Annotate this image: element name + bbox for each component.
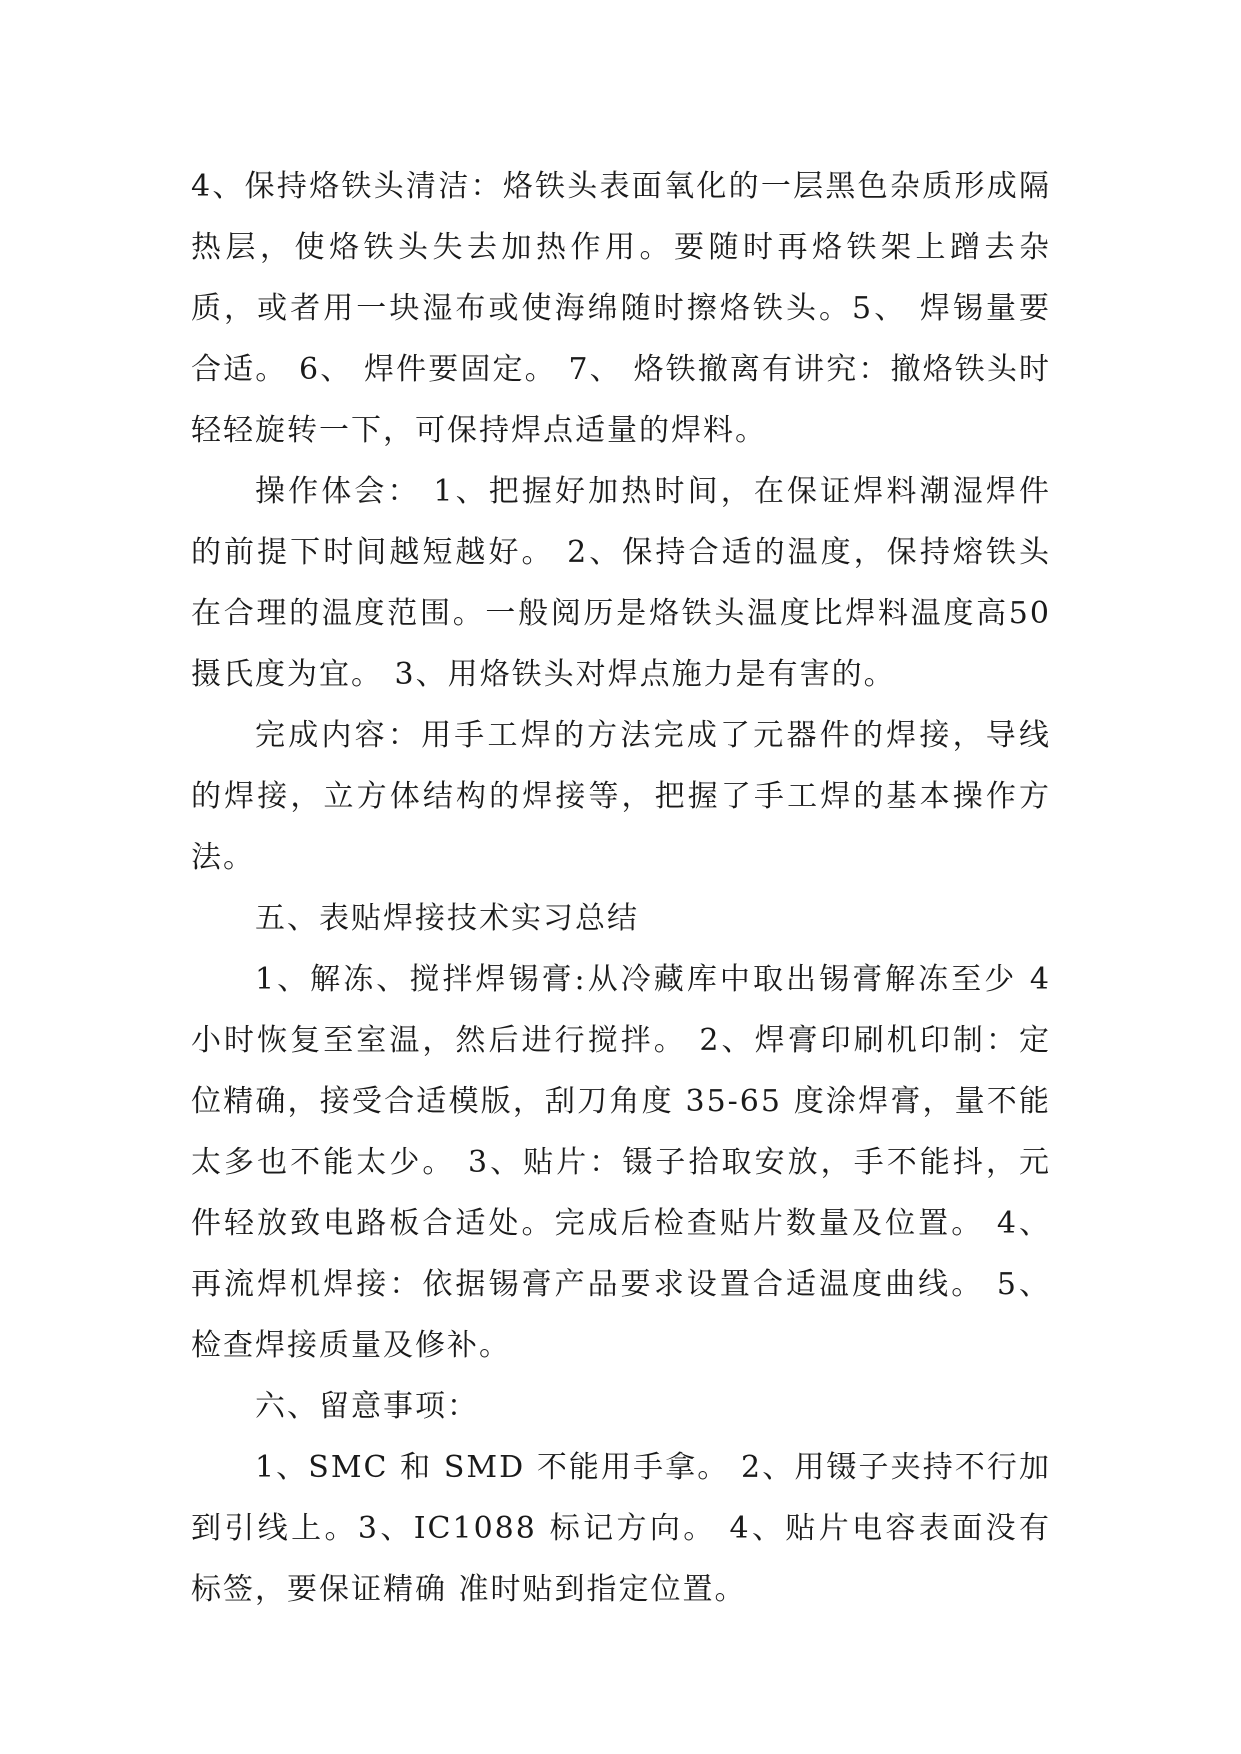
paragraph-precautions: 1、SMC 和 SMD 不能用手拿。 2、用镊子夹持不行加到引线上。3、IC1088 标记方向。 4、贴片电容表面没有标签，要保证精确 准时贴到指定位置。: [191, 1450, 1051, 1607]
document-body: [191, 156, 1051, 1620]
paragraph-completed-content: 完成内容：用手工焊的方法完成了元器件的焊接，导线的焊接，立方体结构的焊接等，把握了手工焊的基本操作方法。: [191, 718, 1051, 875]
paragraph-operation-experience: 操作体会： 1、把握好加热时间，在保证焊料潮湿焊件的前提下时间越短越好。 2、保持合适的温度，保持熔铁头在合理的温度范围。一般阅历是烙铁头温度比焊料温度高50摄氏度为宜。 3、用烙铁头对焊点施力是有害的。: [191, 474, 1051, 692]
section-heading-smt-summary: 五、表贴焊接技术实习总结: [255, 901, 639, 936]
paragraph-soldering-tips: 4、保持烙铁头清洁：烙铁头表面氧化的一层黑色杂质形成隔热层，使烙铁头失去加热作用。要随时再烙铁架上蹭去杂质，或者用一块湿布或使海绵随时擦烙铁头。5、 焊锡量要合适。 6、 焊件要固定。 7、 烙铁撤离有讲究：撤烙铁头时轻轻旋转一下，可保持焊点适量的焊料。: [191, 169, 1051, 448]
section-heading-precautions: 六、留意事项：: [255, 1389, 479, 1424]
paragraph-smt-steps: 1、解冻、搅拌焊锡膏:从冷藏库中取出锡膏解冻至少 4小时恢复至室温，然后进行搅拌。 2、焊膏印刷机印制：定位精确，接受合适模版，刮刀角度 35-65 度涂焊膏，量不能太多也不能太少。 3、贴片：镊子拾取安放，手不能抖，元件轻放致电路板合适处。完成后检查贴片数量及位置。 4、再流焊机焊接：依据锡膏产品要求设置合适温度曲线。 5、检查焊接质量及修补。: [191, 962, 1051, 1363]
